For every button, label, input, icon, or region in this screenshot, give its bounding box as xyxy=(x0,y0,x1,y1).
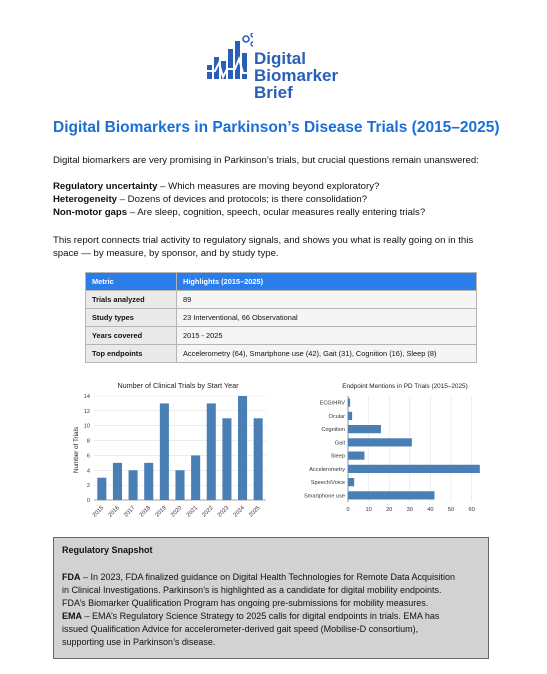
trials-by-year-chart xyxy=(68,378,272,520)
y-axis-label: Number of Trials xyxy=(73,426,80,474)
x-tick-label: 2017 xyxy=(123,505,137,519)
ema-text: – EMA’s Regulatory Science Strategy to 2025 calls for digital endpoints in trials. EMA has xyxy=(82,611,440,621)
table-cell-value: Accelerometry (64), Smartphone use (42), Gait (31), Cognition (16), Sleep (8) xyxy=(177,345,477,363)
bar xyxy=(348,399,350,407)
ema-paragraph xyxy=(62,610,480,649)
bar xyxy=(348,491,435,499)
table-cell-value: 89 xyxy=(177,291,477,309)
bar xyxy=(348,452,364,460)
fda-text: FDA’s Biomarker Qualification Program has ongoing pre-submissions for mobility measures. xyxy=(62,598,429,608)
endpoint-mentions-chart xyxy=(290,378,490,520)
logo-text xyxy=(254,50,338,101)
bar xyxy=(175,470,184,500)
y-tick-label: ECG/HRV xyxy=(319,400,345,407)
x-tick-label: 2016 xyxy=(107,505,121,519)
x-tick-label: 30 xyxy=(406,507,413,513)
y-tick-label: 10 xyxy=(83,423,90,430)
x-tick-label: 2021 xyxy=(185,505,200,519)
x-tick-label: 40 xyxy=(427,507,434,513)
y-tick-label: Cognition xyxy=(321,427,345,434)
fda-paragraph xyxy=(62,571,480,610)
bar xyxy=(254,418,263,500)
bar xyxy=(144,463,153,500)
intro-text: Digital biomarkers are very promising in Parkinson’s trials, but crucial questions remain unanswered: xyxy=(53,155,479,166)
summary-text xyxy=(53,234,473,260)
x-tick-label: 50 xyxy=(447,507,455,513)
question-text: – Which measures are moving beyond exploratory? xyxy=(157,181,380,192)
question-text: – Are sleep, cognition, speech, ocular measures really entering trials? xyxy=(127,207,426,218)
y-tick-label: 0 xyxy=(86,498,90,504)
chart-title: Endpoint Mentions in PD Trials (2015–2025) xyxy=(342,383,468,390)
bar xyxy=(348,425,381,433)
logo-line-3: Brief xyxy=(254,83,293,102)
y-tick-label: 4 xyxy=(86,468,90,475)
question-term: Heterogeneity xyxy=(53,194,117,205)
table-row xyxy=(86,291,477,309)
bar xyxy=(97,478,106,500)
bar xyxy=(160,403,169,500)
x-tick-label: 2018 xyxy=(138,505,153,519)
bar xyxy=(191,455,200,500)
y-tick-label: Accelerometry xyxy=(309,466,345,473)
bar xyxy=(222,418,231,500)
x-tick-label: 2023 xyxy=(216,505,231,519)
y-tick-label: Smartphone use xyxy=(303,493,345,500)
ema-text: supporting use in Parkinson’s disease. xyxy=(62,637,216,647)
y-tick-label: 8 xyxy=(86,438,90,445)
table-header-metric: Metric xyxy=(86,273,177,291)
bar xyxy=(348,478,354,486)
table-cell-value: 23 Interventional, 66 Observational xyxy=(177,309,477,327)
bar xyxy=(207,403,216,500)
questions-list xyxy=(53,180,425,219)
x-tick-label: 2025 xyxy=(248,505,262,519)
x-tick-label: 60 xyxy=(468,507,475,513)
logo-line-2: Biomarker xyxy=(254,66,339,85)
y-tick-label: Speech/Voice xyxy=(310,480,345,487)
table-row xyxy=(86,327,477,345)
x-tick-label: 2022 xyxy=(201,505,215,519)
x-tick-label: 2020 xyxy=(170,505,184,519)
x-tick-label: 20 xyxy=(386,507,393,513)
summary-line: space — by measure, by sponsor, and by study type. xyxy=(53,248,279,259)
bar xyxy=(113,463,122,500)
x-tick-label: 2024 xyxy=(232,505,246,519)
question-term: Regulatory uncertainty xyxy=(53,181,158,192)
x-tick-label: 2019 xyxy=(154,505,168,519)
y-tick-label: Sleep xyxy=(330,453,345,460)
y-tick-label: Ocular xyxy=(328,413,345,420)
snapshot-heading: Regulatory Snapshot xyxy=(62,545,153,555)
fda-term: FDA xyxy=(62,572,81,582)
y-tick-label: Gait xyxy=(334,440,345,447)
biomarker-logo-icon xyxy=(205,33,253,108)
x-tick-label: 2015 xyxy=(91,505,106,519)
regulatory-snapshot-box xyxy=(53,537,489,659)
table-row xyxy=(86,345,477,363)
x-tick-label: 0 xyxy=(346,507,350,513)
y-tick-label: 6 xyxy=(86,453,90,460)
bar xyxy=(129,470,138,500)
question-text: – Dozens of devices and protocols; is there consolidation? xyxy=(116,194,368,205)
highlights-table xyxy=(85,272,477,363)
table-cell-metric: Years covered xyxy=(86,327,177,345)
bar xyxy=(348,412,352,420)
table-cell-metric: Top endpoints xyxy=(86,345,177,363)
page-title: Digital Biomarkers in Parkinson’s Disease Trials (2015–2025) xyxy=(53,119,500,136)
y-tick-label: 12 xyxy=(83,408,90,415)
fda-text: in Clinical Investigations. Parkinson’s is highlighted as a candidate for digital mobility endpoints. xyxy=(62,585,442,595)
question-term: Non-motor gaps xyxy=(53,207,128,218)
table-cell-value: 2015 - 2025 xyxy=(177,327,477,345)
summary-line: This report connects trial activity to regulatory signals, and shows you what is really going on in this xyxy=(53,235,474,246)
table-header-highlights: Highlights (2015–2025) xyxy=(177,273,477,291)
table-cell-metric: Trials analyzed xyxy=(86,291,177,309)
question-item xyxy=(53,193,425,206)
question-item xyxy=(53,180,425,193)
table-cell-metric: Study types xyxy=(86,309,177,327)
question-item xyxy=(53,206,425,219)
bar xyxy=(348,465,480,473)
brand-logo xyxy=(205,33,345,108)
bar xyxy=(238,396,247,500)
ema-term: EMA xyxy=(62,611,82,621)
table-row xyxy=(86,309,477,327)
logo-line-1: Digital xyxy=(254,49,306,68)
bar xyxy=(348,438,412,446)
y-tick-label: 14 xyxy=(83,394,90,400)
ema-text: issued Qualification Advice for accelerometer-derived gait speed (Mobilise-D consortium), xyxy=(62,624,419,634)
table-header-row xyxy=(86,273,477,291)
chart-title: Number of Clinical Trials by Start Year xyxy=(117,381,239,390)
y-tick-label: 2 xyxy=(86,483,90,490)
x-tick-label: 10 xyxy=(365,507,372,513)
fda-text: – In 2023, FDA finalized guidance on Digital Health Technologies for Remote Data Acquisition xyxy=(80,572,456,582)
